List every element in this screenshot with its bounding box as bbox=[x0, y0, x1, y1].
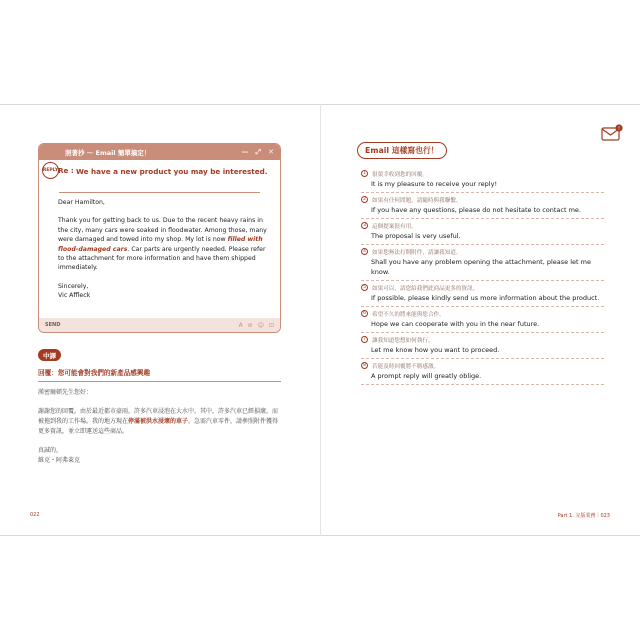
translation-tag: 中譯 bbox=[38, 349, 61, 361]
phrase-list bbox=[361, 167, 604, 385]
phrase-number: 7 bbox=[361, 336, 368, 343]
email-subject-row bbox=[58, 166, 273, 178]
translation-subject: 回覆：您可能會對我們的新產品感興趣 bbox=[38, 367, 281, 382]
translation-signature: 維克・阿弗萊克 bbox=[38, 457, 81, 464]
emoji-icon: ☺ bbox=[257, 321, 264, 329]
email-paragraph bbox=[58, 216, 268, 272]
phrase-chinese: 如果有任何問題，請隨時與我聯繫。 bbox=[372, 197, 462, 204]
email-text-end: . Car parts are urgently needed. Please refer to the attachment for more information and have them shipped immediately. bbox=[58, 245, 266, 272]
email-closing: Sincerely, bbox=[58, 282, 89, 290]
window-controls bbox=[242, 148, 274, 157]
envelope-icon bbox=[601, 124, 623, 142]
page-number-left: 022 bbox=[30, 512, 40, 518]
page-gutter bbox=[320, 104, 321, 536]
send-button: SEND bbox=[45, 322, 61, 328]
email-text: Thank you for getting back to us. Due to the recent heavy rains in the city, many cars were soaked in floodwater. Among those, many were damaged and towed into my shop. My lot is now bbox=[58, 217, 267, 244]
subject-divider bbox=[59, 192, 260, 193]
footer-icons bbox=[239, 322, 274, 329]
phrase-english: A prompt reply will greatly oblige. bbox=[371, 372, 482, 380]
email-body bbox=[58, 198, 268, 301]
phrase-english: If you have any questions, please do not hesitate to contact me. bbox=[371, 206, 581, 214]
attach-icon: ⊘ bbox=[247, 321, 253, 329]
phrase-chinese: 希望不久的將來能與您合作。 bbox=[372, 311, 445, 318]
email-footer bbox=[39, 318, 280, 332]
phrase-english: If possible, please kindly send us more information about the product. bbox=[371, 294, 600, 302]
email-signature: Vic Affleck bbox=[58, 292, 91, 300]
phrase-number: 2 bbox=[361, 196, 368, 203]
phrase-number: 8 bbox=[361, 362, 368, 369]
phrase-chinese: 讓我知道您想如何執行。 bbox=[372, 337, 434, 344]
phrase-number: 5 bbox=[361, 284, 368, 291]
phrase-english: Let me know how you want to proceed. bbox=[371, 346, 500, 354]
translation-closing: 真誠的， bbox=[38, 447, 63, 454]
phrase-chinese: 若能及時回覆將不勝感激。 bbox=[372, 363, 440, 370]
phrase-english: Shall you have any problem opening the attachment, please let me know. bbox=[371, 258, 591, 276]
translation-greeting: 漢密爾頓先生您好： bbox=[38, 389, 93, 396]
phrase-item bbox=[361, 333, 604, 359]
phrase-number: 4 bbox=[361, 248, 368, 255]
email-highlight: filled with flood-damaged cars bbox=[58, 236, 263, 253]
phrase-item bbox=[361, 359, 604, 385]
email-titlebar bbox=[39, 144, 280, 160]
translation-body bbox=[38, 388, 281, 466]
font-icon: A bbox=[238, 321, 243, 329]
phrase-number: 1 bbox=[361, 170, 368, 177]
email-greeting: Dear Hamilton, bbox=[58, 199, 105, 206]
page-number-right: Part 1. 完版業務｜023 bbox=[557, 513, 610, 519]
email-window bbox=[38, 143, 281, 333]
reply-badge: REPLY bbox=[42, 162, 59, 179]
translation-paragraph bbox=[38, 407, 281, 437]
expand-icon: ⤢ bbox=[255, 147, 262, 156]
section-title: Email 這樣寫也行！ bbox=[357, 142, 447, 159]
phrase-chinese: 很榮幸收到您的回覆。 bbox=[372, 171, 428, 178]
phrase-chinese: 如果您無法打開附件，請讓我知道。 bbox=[372, 249, 462, 256]
image-icon: ⊡ bbox=[268, 321, 274, 329]
translation-text-end: 。急需汽車零件，請參照附件獲得更多資訊，並立即運送這些商品。 bbox=[38, 418, 279, 435]
phrase-item bbox=[361, 193, 604, 219]
phrase-english: The proposal is very useful. bbox=[371, 232, 461, 240]
phrase-english: Hope we can cooperate with you in the near future. bbox=[371, 320, 540, 328]
close-icon: ✕ bbox=[268, 147, 274, 156]
phrase-item bbox=[361, 167, 604, 193]
phrase-item bbox=[361, 245, 604, 281]
svg-text:!: ! bbox=[617, 125, 621, 132]
phrase-number: 3 bbox=[361, 222, 368, 229]
minimize-icon: — bbox=[241, 147, 249, 156]
re-label: Re : bbox=[58, 166, 74, 175]
phrase-chinese: 這個提案很有用。 bbox=[372, 223, 417, 230]
phrase-number: 6 bbox=[361, 310, 368, 317]
translation-highlight: 停滿被洪水浸壞的車子 bbox=[128, 418, 189, 425]
email-window-title: 照著抄 ～ Email 簡單搞定！ bbox=[65, 148, 151, 157]
phrase-item bbox=[361, 307, 604, 333]
phrase-english: It is my pleasure to receive your reply! bbox=[371, 180, 498, 188]
phrase-chinese: 如果可以，請您給我們此商品更多的資訊。 bbox=[372, 285, 479, 292]
translation-text: 謝謝您的回覆。由於最近都市豪雨，許多汽車浸泡在大水中。其中，許多汽車已經損壞，而被拖到我的工作場。我的地方現在 bbox=[38, 408, 279, 425]
phrase-item bbox=[361, 219, 604, 245]
email-subject: We have a new product you may be interested. bbox=[76, 167, 268, 176]
phrase-item bbox=[361, 281, 604, 307]
